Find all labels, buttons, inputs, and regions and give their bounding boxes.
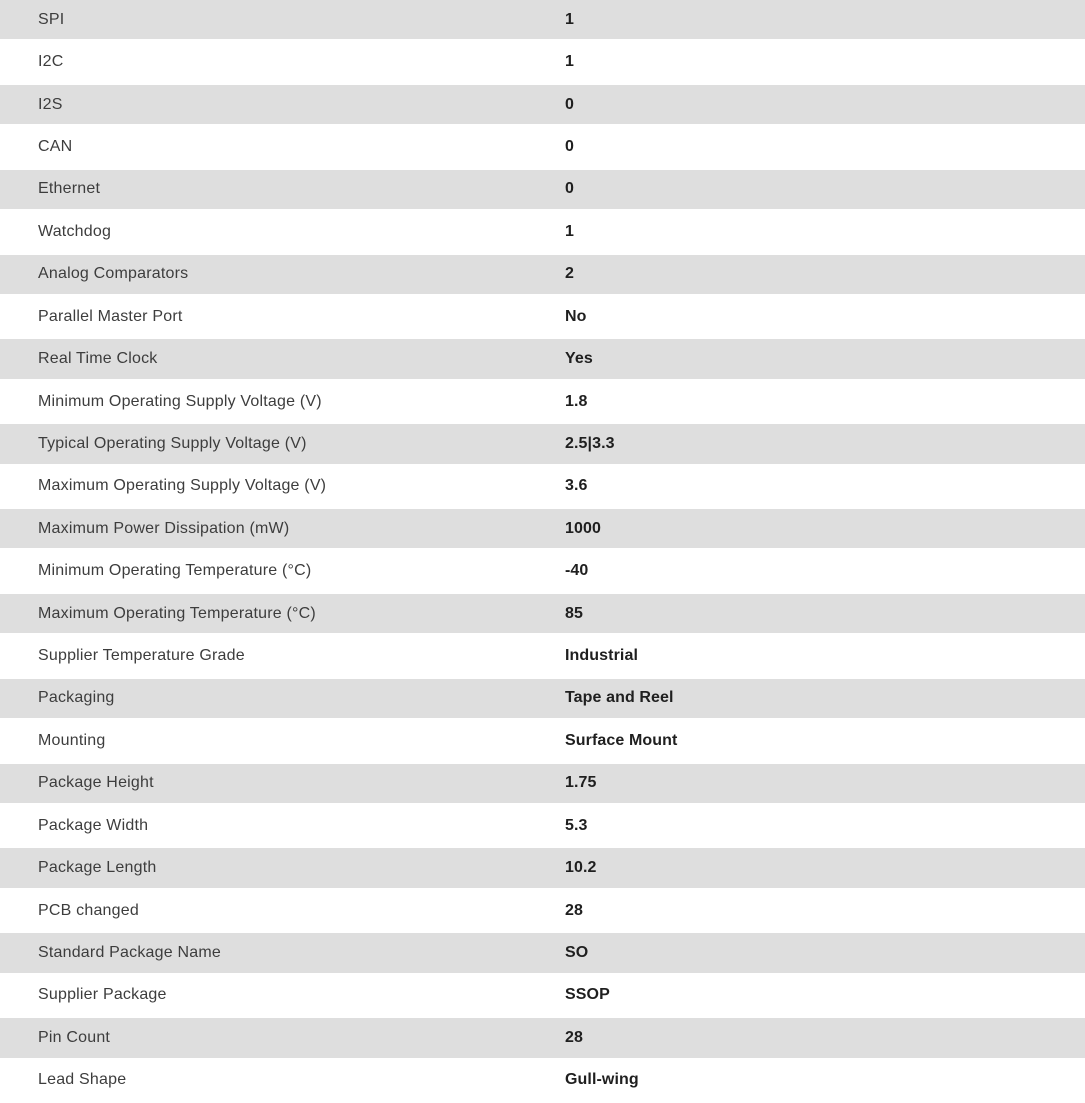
spec-value: 5.3 xyxy=(565,816,588,834)
spec-label: I2C xyxy=(38,53,64,71)
table-row xyxy=(0,933,1085,975)
table-row xyxy=(0,212,1085,254)
spec-label: Watchdog xyxy=(38,222,112,240)
table-row xyxy=(0,170,1085,212)
spec-value: 0 xyxy=(565,95,574,113)
spec-label: Mounting xyxy=(38,731,106,749)
spec-value: SSOP xyxy=(565,986,610,1004)
spec-label: Maximum Power Dissipation (mW) xyxy=(38,519,290,537)
spec-label: SPI xyxy=(38,10,65,28)
table-row xyxy=(0,891,1085,933)
spec-value: 1 xyxy=(565,53,574,71)
spec-label: Supplier Temperature Grade xyxy=(38,647,245,665)
table-row xyxy=(0,636,1085,678)
spec-label: Minimum Operating Supply Voltage (V) xyxy=(38,392,322,410)
table-row xyxy=(0,509,1085,551)
spec-value: 10.2 xyxy=(565,859,597,877)
spec-value: Gull-wing xyxy=(565,1071,639,1089)
spec-value: 28 xyxy=(565,1028,583,1046)
table-row xyxy=(0,1061,1085,1103)
spec-value: Yes xyxy=(565,350,593,368)
spec-label: Package Height xyxy=(38,774,154,792)
spec-value: 1 xyxy=(565,222,574,240)
table-row xyxy=(0,424,1085,466)
spec-label: PCB changed xyxy=(38,901,139,919)
spec-value: 2.5|3.3 xyxy=(565,434,615,452)
spec-value: No xyxy=(565,307,587,325)
spec-value: Industrial xyxy=(565,647,639,665)
spec-label: Minimum Operating Temperature (°C) xyxy=(38,562,312,580)
table-row xyxy=(0,42,1085,84)
spec-label: Package Length xyxy=(38,859,157,877)
table-row xyxy=(0,467,1085,509)
spec-value: 0 xyxy=(565,137,574,155)
spec-label: I2S xyxy=(38,95,63,113)
spec-value: 28 xyxy=(565,901,583,919)
table-row xyxy=(0,594,1085,636)
spec-label: Lead Shape xyxy=(38,1071,127,1089)
table-row xyxy=(0,0,1085,42)
table-row xyxy=(0,1018,1085,1060)
table-row xyxy=(0,551,1085,593)
spec-label: Maximum Operating Supply Voltage (V) xyxy=(38,477,327,495)
spec-value: Tape and Reel xyxy=(565,689,674,707)
spec-value: 1.75 xyxy=(565,774,597,792)
table-row xyxy=(0,382,1085,424)
table-row xyxy=(0,764,1085,806)
table-row xyxy=(0,806,1085,848)
spec-value: Surface Mount xyxy=(565,731,678,749)
spec-label: Package Width xyxy=(38,816,149,834)
table-row xyxy=(0,339,1085,381)
table-row xyxy=(0,848,1085,890)
spec-value: 1000 xyxy=(565,519,601,537)
table-row xyxy=(0,255,1085,297)
table-row xyxy=(0,127,1085,169)
spec-label: Maximum Operating Temperature (°C) xyxy=(38,604,316,622)
spec-label: Typical Operating Supply Voltage (V) xyxy=(38,434,307,452)
spec-label: Ethernet xyxy=(38,180,101,198)
spec-value: 85 xyxy=(565,604,583,622)
spec-value: -40 xyxy=(565,562,589,580)
spec-label: Analog Comparators xyxy=(38,265,189,283)
table-row xyxy=(0,679,1085,721)
table-row xyxy=(0,976,1085,1018)
spec-value: 3.6 xyxy=(565,477,588,495)
spec-label: Real Time Clock xyxy=(38,350,158,368)
spec-value: 1.8 xyxy=(565,392,588,410)
spec-label: Parallel Master Port xyxy=(38,307,183,325)
spec-label: CAN xyxy=(38,137,73,155)
spec-label: Pin Count xyxy=(38,1028,111,1046)
table-row xyxy=(0,297,1085,339)
spec-label: Supplier Package xyxy=(38,986,167,1004)
spec-value: SO xyxy=(565,943,589,961)
spec-value: 1 xyxy=(565,10,574,28)
spec-value: 2 xyxy=(565,265,574,283)
spec-label: Standard Package Name xyxy=(38,943,221,961)
spec-label: Packaging xyxy=(38,689,115,707)
table-row xyxy=(0,85,1085,127)
spec-value: 0 xyxy=(565,180,574,198)
table-row xyxy=(0,721,1085,763)
